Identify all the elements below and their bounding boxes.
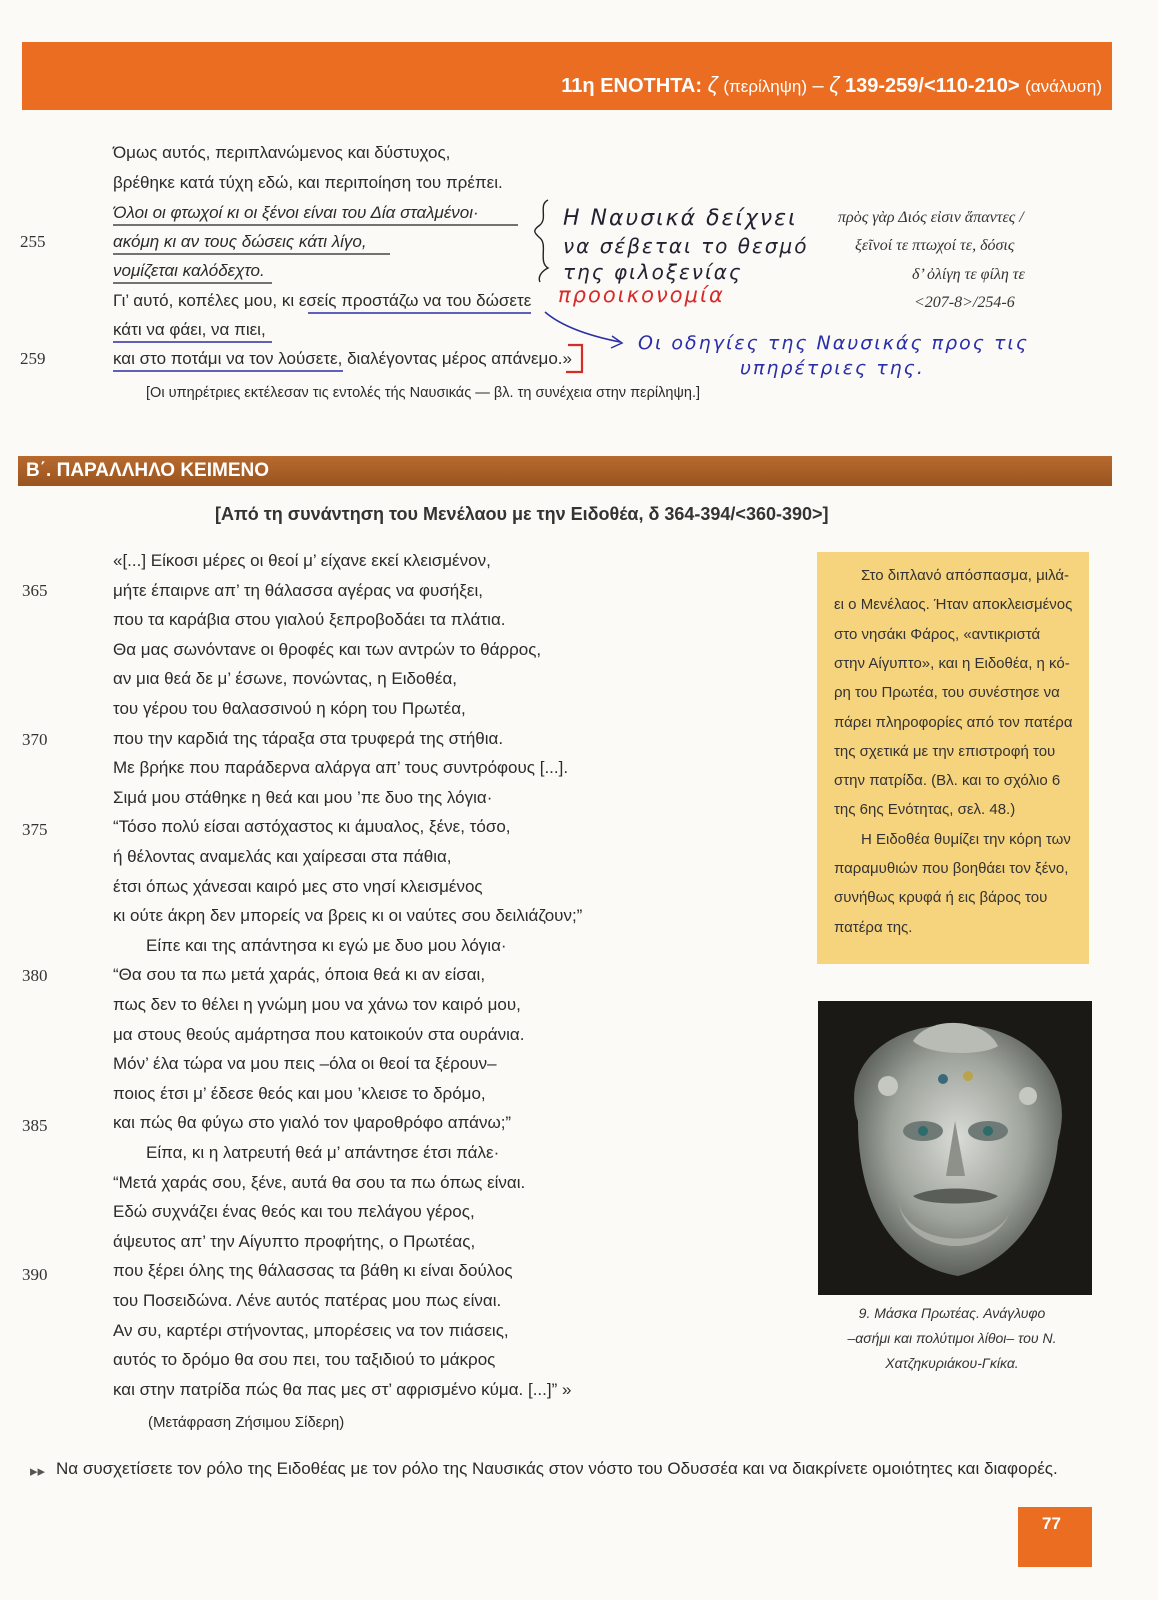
verse-line: Θα μας σωνόντανε οι θροφές και των αντρών το θάρρος, bbox=[113, 639, 542, 659]
side-note-box bbox=[817, 552, 1089, 964]
arrow-line bbox=[545, 312, 620, 342]
handwritten-note-blue: υπηρέτριες της. bbox=[740, 357, 925, 379]
verse-line: και στο ποτάμι να τον λούσετε, διαλέγοντας μέρος απάνεμο.» bbox=[113, 349, 572, 368]
side-note-line: στην πατρίδα. (Βλ. και το σχόλιο 6 bbox=[834, 772, 1061, 790]
verse-line-emphasis: νομίζεται καλόδεχτο. bbox=[113, 261, 265, 280]
side-note-line: συνήθως κρυφά ή εις βάρος του bbox=[834, 889, 1048, 907]
handwritten-note-blue: Οι οδηγίες της Ναυσικάς προς τις bbox=[638, 332, 1029, 354]
image-caption: Χατζηκυριάκου-Γκίκα. bbox=[885, 1355, 1019, 1371]
side-note-line: της σχετικά με την επιστροφή του bbox=[834, 742, 1056, 760]
verse-line: “Τόσο πολύ είσαι αστόχαστος κι άμυαλος, ξένε, τόσο, bbox=[113, 817, 511, 837]
verse-line: βρέθηκε κατά τύχη εδώ, και περιποίηση του πρέπει. bbox=[113, 173, 503, 192]
verse-line: “Θα σου τα πω μετά χαράς, όποια θεά κι αν είσαι, bbox=[113, 965, 486, 985]
section-subtitle: [Από τη συνάντηση του Μενέλαου με την Ειδοθέα, δ 364-394/<360-390>] bbox=[215, 504, 829, 524]
line-number: 370 bbox=[22, 730, 48, 749]
curly-brace bbox=[535, 200, 548, 282]
translator-credit: (Μετάφραση Ζήσιμου Σίδερη) bbox=[148, 1414, 345, 1431]
verse-line: που τα καράβια στου γιαλού ξεπροβοδάει τα πλάτια. bbox=[113, 610, 506, 630]
exercise-question: Να συσχετίσετε τον ρόλο της Ειδοθέας με τον ρόλο της Ναυσικάς στον νόστο του Οδυσσέα και να διακρίνετε ομοιότητες και διαφορές. bbox=[56, 1459, 1058, 1478]
handwritten-note: Η Ναυσικά δείχνει bbox=[563, 206, 798, 231]
ancient-greek-line: ξεῖνοί τε πτωχοί τε, δόσις bbox=[855, 237, 1015, 254]
line-number: 365 bbox=[22, 581, 48, 600]
verse-line: που την καρδιά της τάραξα στα τρυφερά της στήθια. bbox=[113, 728, 504, 748]
handwritten-note: να σέβεται το θεσμό bbox=[563, 234, 809, 258]
question-marker-icon: ▸▸ bbox=[30, 1463, 46, 1480]
verse-line: “Μετά χαράς σου, ξένε, αυτά θα σου τα πω όπως είναι. bbox=[113, 1172, 526, 1192]
verse-line: που ξέρει όλης της θάλασσας τα βάθη κι είναι δούλος bbox=[113, 1261, 513, 1281]
verse-line: Είπε και της απάντησα κι εγώ με δυο μου λόγια· bbox=[146, 935, 507, 955]
verse-line: «[...] Είκοσι μέρες οι θεοί μ’ είχανε εκεί κλεισμένον, bbox=[113, 551, 491, 570]
line-number: 390 bbox=[22, 1265, 48, 1284]
side-note-line: ρη του Πρωτέα, του συνέστησε να bbox=[834, 684, 1060, 702]
line-number: 259 bbox=[20, 349, 46, 368]
red-bracket bbox=[566, 345, 582, 372]
verse-line: κι ούτε άκρη δεν μπορείς να βρεις κι οι ναύτες σου δειλιάζουν;” bbox=[113, 906, 583, 926]
side-note-line: ει ο Μενέλαος. Ήταν αποκλεισμένος bbox=[834, 596, 1073, 614]
verse-line: Με βρήκε που παράδερνα αλάργα απ’ τους συντρόφους [...]. bbox=[113, 758, 569, 778]
handwritten-note: της φιλοξενίας bbox=[563, 260, 743, 284]
line-number: 385 bbox=[22, 1116, 48, 1135]
page-number: 77 bbox=[1042, 1514, 1061, 1533]
verse-line: αυτός το δρόμο θα σου πει, του ταξιδιού το μάκρος bbox=[113, 1350, 496, 1370]
verse-line: του Ποσειδώνα. Λένε αυτός πατέρας μου πως είναι. bbox=[113, 1291, 502, 1310]
verse-line: του γέρου του θαλασσινού η κόρη του Πρωτέα, bbox=[113, 699, 466, 718]
verse-line: Εδώ συχνάζει ένας θεός και του πελάγου γέρος, bbox=[113, 1202, 475, 1222]
line-number: 380 bbox=[22, 966, 48, 985]
line-number: 255 bbox=[20, 232, 46, 251]
verse-line: και στην πατρίδα πώς θα πας μες στ’ αφρισμένο κύμα. [...]” » bbox=[113, 1379, 572, 1399]
verse-line: Όμως αυτός, περιπλανώμενος και δύστυχος, bbox=[113, 143, 451, 162]
side-note-line: στην Αίγυπτο», και η Ειδοθέα, η κό- bbox=[834, 654, 1070, 672]
chapter-title: 11η ΕΝΟΤΗΤΑ: ζ (περίληψη) – ζ 139-259/<110-210> (ανάλυση) bbox=[561, 72, 1102, 97]
verse-line: Σιμά μου στάθηκε η θεά και μου ’πε δυο της λόγια· bbox=[113, 787, 493, 807]
verse-line: Γι’ αυτό, κοπέλες μου, κι εσείς προστάζω να του δώσετε bbox=[113, 291, 532, 310]
verse-line: Είπα, κι η λατρευτή θεά μ’ απάντησε έτσι πάλε· bbox=[146, 1143, 500, 1162]
verse-line: μα στους θεούς αμάρτησα που κατοικούν στα ουράνια. bbox=[113, 1024, 525, 1044]
side-note-line: Η Ειδοθέα θυμίζει την κόρη των bbox=[861, 830, 1071, 848]
verse-line: έτσι όπως χάνεσαι καιρό μες στο νησί κλεισμένος bbox=[113, 876, 483, 896]
verse-line: μήτε έπαιρνε απ’ τη θάλασσα αγέρας να φυσήξει, bbox=[113, 580, 483, 600]
mask-illustration bbox=[818, 1001, 1092, 1295]
side-note-line: πατέρα της. bbox=[834, 918, 913, 936]
image-caption: 9. Μάσκα Πρωτέας. Ανάγλυφο bbox=[858, 1305, 1046, 1321]
side-note-line: της 6ης Ενότητας, σελ. 48.) bbox=[834, 801, 1016, 819]
verse-line: Αν συ, καρτέρι στήνοντας, μπορέσεις να τον πιάσεις, bbox=[113, 1320, 509, 1340]
verse-line: αν μια θεά δε μ’ έσωνε, πονώντας, η Ειδοθέα, bbox=[113, 669, 458, 689]
verse-line: πως δεν το θέλει η γνώμη μου να χάνω τον καιρό μου, bbox=[113, 995, 521, 1014]
line-number: 375 bbox=[22, 820, 48, 839]
section-title: Β΄. ΠΑΡΑΛΛΗΛΟ ΚΕΙΜΕΝΟ bbox=[26, 460, 269, 481]
handwritten-note-red: προοικονομία bbox=[558, 283, 725, 307]
verse-line: κάτι να φάει, να πιει, bbox=[113, 320, 266, 339]
side-note-line: Στο διπλανό απόσπασμα, μιλά- bbox=[861, 567, 1070, 584]
verse-line: ποιος έτσι μ’ έδεσε θεός και μου ’κλεισε το δρόμο, bbox=[113, 1083, 486, 1103]
verse-line-emphasis: ακόμη κι αν τους δώσεις κάτι λίγο, bbox=[113, 232, 367, 251]
verse-line: και πώς θα φύγω στο γιαλό τον ψαροθρόφο απάνω;” bbox=[113, 1113, 512, 1133]
side-note-line: πάρει πληροφορίες από τον πατέρα bbox=[834, 713, 1073, 731]
verse-line: ή θέλοντας αναμελάς και χαίρεσαι στα πάθια, bbox=[113, 847, 452, 866]
verse-line: Μόν’ έλα τώρα να μου πεις –όλα οι θεοί τα ξέρουν– bbox=[113, 1054, 497, 1074]
ancient-greek-line: πρὸς γὰρ Διός εἰσιν ἅπαντες / bbox=[838, 209, 1024, 226]
verse-line-emphasis: Όλοι οι φτωχοί κι οι ξένοι είναι του Δία σταλμένοι· bbox=[113, 203, 479, 222]
section-header-bar bbox=[18, 456, 1112, 486]
proteus-mask-image bbox=[818, 1001, 1092, 1295]
ancient-greek-line: δ’ ὀλίγη τε φίλη τε bbox=[912, 266, 1025, 283]
verse-line: άψευτος απ’ την Αίγυπτο προφήτης, ο Πρωτέας, bbox=[113, 1231, 476, 1251]
side-note-line: παραμυθιών που βοηθάει τον ξένο, bbox=[834, 860, 1069, 877]
side-note-line: στο νησάκι Φάρος, «αντικριστά bbox=[834, 625, 1041, 643]
bracket-note: [Οι υπηρέτριες εκτέλεσαν τις εντολές τής Ναυσικάς — βλ. τη συνέχεια στην περίληψη.] bbox=[146, 384, 701, 401]
image-caption: –ασήμι και πολύτιμοι λίθοι– του Ν. bbox=[847, 1330, 1057, 1346]
ancient-greek-line: <207-8>/254-6 bbox=[914, 294, 1015, 311]
